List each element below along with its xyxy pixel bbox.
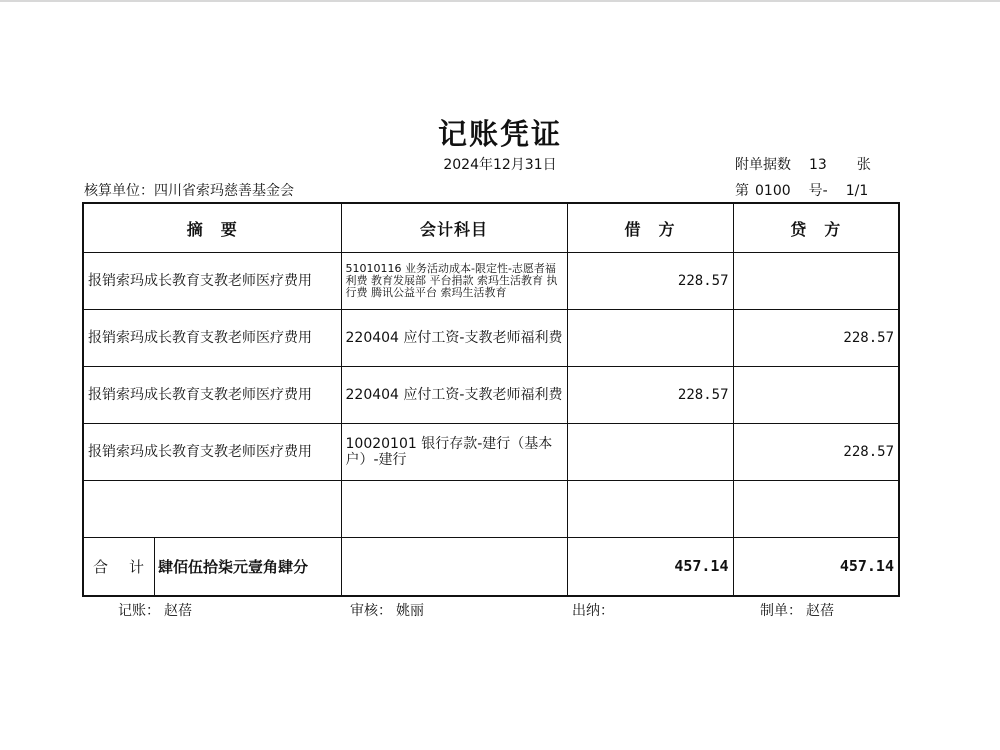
header-debit: 借 方 (567, 203, 733, 253)
row-summary: 报销索玛成长教育支教老师医疗费用 (83, 424, 341, 481)
voucher-number-info (735, 180, 868, 200)
total-credit: 457.14 (733, 538, 899, 596)
row-account: 10020101 银行存款-建行（基本户）-建行 (341, 424, 567, 481)
table-row (83, 310, 899, 367)
table-row (83, 367, 899, 424)
row-credit: 228.57 (733, 310, 899, 367)
attachments-info (735, 154, 871, 174)
row-account (341, 481, 567, 538)
attachments-unit: 张 (856, 157, 871, 173)
row-debit: 228.57 (567, 367, 733, 424)
bookkeeper-name: 赵蓓 (164, 603, 192, 619)
row-credit: 228.57 (733, 424, 899, 481)
voucher-date: 2024年12月31日 (443, 157, 557, 173)
row-credit (733, 367, 899, 424)
cashier-label: 出纳： (572, 603, 614, 619)
row-debit: 228.57 (567, 253, 733, 310)
table-row (83, 424, 899, 481)
voucher-suffix: 号- (808, 183, 828, 199)
total-amount-words: 肆佰伍拾柒元壹角肆分 (158, 557, 309, 576)
accounting-unit (84, 180, 294, 200)
table-row (83, 481, 899, 538)
bookkeeper-label: 记账： (118, 603, 160, 619)
voucher-table (82, 202, 900, 597)
row-summary: 报销索玛成长教育支教老师医疗费用 (83, 253, 341, 310)
table-row (83, 253, 899, 310)
attachments-count: 13 (809, 157, 827, 173)
row-account: 51010116 业务活动成本-限定性-志愿者福利费 教育发展部 平台捐款 索玛生活教育 执行费 腾讯公益平台 索玛生活教育 (341, 253, 567, 310)
total-label-cell (83, 538, 341, 596)
row-summary (83, 481, 341, 538)
row-credit (733, 253, 899, 310)
table-header-row (83, 203, 899, 253)
row-credit (733, 481, 899, 538)
attachments-label: 附单据数 (735, 157, 791, 173)
total-label-a: 合 (92, 557, 109, 576)
row-debit (567, 481, 733, 538)
reviewer-label: 审核： (350, 603, 392, 619)
bookkeeper-signature (118, 600, 192, 620)
row-account: 220404 应付工资-支教老师福利费 (341, 367, 567, 424)
reviewer-name: 姚丽 (396, 603, 424, 619)
voucher-title: 记账凭证 (437, 117, 562, 151)
reviewer-signature (350, 600, 424, 620)
total-label-b: 计 (129, 557, 146, 576)
total-debit: 457.14 (567, 538, 733, 596)
preparer-name: 赵蓓 (806, 603, 834, 619)
voucher-prefix: 第 (735, 183, 749, 199)
row-account: 220404 应付工资-支教老师福利费 (341, 310, 567, 367)
row-debit (567, 424, 733, 481)
header-credit: 贷 方 (733, 203, 899, 253)
header-account: 会计科目 (341, 203, 567, 253)
total-row (83, 538, 899, 596)
header-summary: 摘 要 (83, 203, 341, 253)
voucher-number: 0100 (755, 183, 791, 199)
total-account-cell (341, 538, 567, 596)
cashier-signature (572, 600, 618, 620)
preparer-signature (760, 600, 834, 620)
row-summary: 报销索玛成长教育支教老师医疗费用 (83, 310, 341, 367)
preparer-label: 制单： (760, 603, 802, 619)
voucher-page: 1/1 (845, 183, 869, 199)
row-debit (567, 310, 733, 367)
unit-name: 四川省索玛慈善基金会 (154, 183, 294, 199)
row-summary: 报销索玛成长教育支教老师医疗费用 (83, 367, 341, 424)
total-label (84, 538, 155, 595)
unit-label: 核算单位： (84, 183, 154, 199)
scan-edge-line (0, 0, 1000, 2)
